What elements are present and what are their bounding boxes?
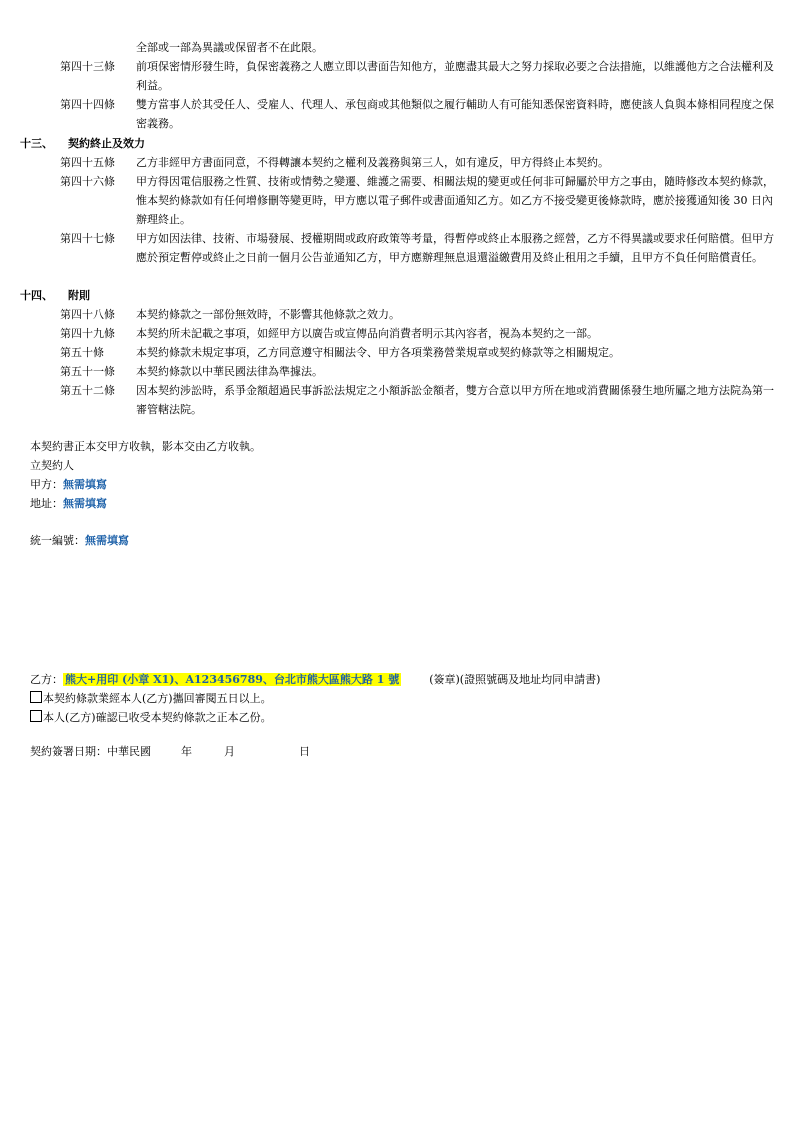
article-text: 甲方如因法律、技術、市場發展、授權期間或政府政策等考量，得暫停或終止本服務之經營，乙方不得異議或要求任何賠償。但甲方應於預定暫停或終止之日前一個月公告並通知乙方，甲方應辦理無息退還溢繳費用及終止租用之手續，且甲方不負任何賠償責任。 — [136, 232, 774, 264]
article-number: 第五十一條 — [60, 365, 115, 378]
article-47 — [60, 229, 780, 267]
continuation-text: 全部或一部為異議或保留者不在此限。 — [136, 41, 323, 54]
checkbox-label: 本契約條款業經本人(乙方)攜回審閱五日以上。 — [43, 692, 272, 705]
article-text: 本契約條款之一部份無效時，不影響其他條款之效力。 — [136, 308, 400, 321]
tax-id-line — [30, 531, 129, 550]
section-13-heading — [20, 134, 145, 153]
party-a-label: 甲方： — [30, 478, 63, 491]
article-text: 本契約條款未規定事項，乙方同意遵守相關法令、甲方各項業務營業規章或契約條款等之相關規定。 — [136, 346, 620, 359]
tax-id-value: 無需填寫 — [85, 534, 129, 547]
address-value: 無需填寫 — [63, 497, 107, 510]
article-45 — [60, 153, 780, 172]
checkbox-row-review — [30, 689, 272, 708]
article-number: 第四十九條 — [60, 327, 115, 340]
party-b-label: 乙方： — [30, 673, 63, 686]
party-b-value: 熊大+用印 (小章 X1)、A123456789、台北市熊大區熊大路 1 號 — [65, 673, 400, 686]
signature-note: (簽章)(證照號碼及地址均同申請書) — [429, 673, 601, 686]
section-number: 十四、 — [20, 289, 53, 302]
article-52 — [60, 381, 780, 419]
article-50 — [60, 343, 780, 362]
receipt-checkbox[interactable] — [30, 710, 42, 722]
section-14-heading — [20, 286, 90, 305]
date-month: 月 — [224, 745, 235, 758]
section-title: 契約終止及效力 — [68, 137, 145, 150]
article-text: 前項保密情形發生時，負保密義務之人應立即以書面告知他方，並應盡其最大之努力採取必要之合法措施，以維護他方之合法權利及利益。 — [136, 60, 774, 92]
article-text: 雙方當事人於其受任人、受雇人、代理人、承包商或其他類似之履行輔助人有可能知悉保密資料時，應使該人負與本條相同程度之保密義務。 — [136, 98, 774, 130]
article-number: 第四十七條 — [60, 232, 115, 245]
article-44 — [60, 95, 780, 133]
article-text: 甲方得因電信服務之性質、技術或情勢之變遷、維護之需要、相關法規的變更或任何非可歸屬於甲方之事由，隨時修改本契約條款，惟本契約條款如有任何增修刪等變更時，甲方應以電子郵件或書面通知乙方。如乙方不接受變更後條款時，應於接獲通知後 30 日內辦理終止。 — [136, 175, 774, 226]
copies-statement: 本契約書正本交甲方收執，影本交由乙方收執。 — [30, 440, 261, 453]
article-number: 第四十五條 — [60, 156, 115, 169]
article-43 — [60, 57, 780, 95]
article-49 — [60, 324, 780, 343]
party-a-value: 無需填寫 — [63, 478, 107, 491]
section-number: 十三、 — [20, 137, 53, 150]
article-number: 第四十四條 — [60, 98, 115, 111]
article-48 — [60, 305, 780, 324]
address-label: 地址： — [30, 497, 63, 510]
article-51 — [60, 362, 780, 381]
signing-date-label: 契約簽署日期：中華民國 — [30, 745, 151, 758]
checkbox-row-receipt — [30, 708, 272, 727]
article-number: 第五十二條 — [60, 384, 115, 397]
article-text: 本契約所未記載之事項，如經甲方以廣告或宣傳品向消費者明示其內容者，視為本契約之一部。 — [136, 327, 598, 340]
contracting-parties-label: 立契約人 — [30, 459, 74, 472]
checkbox-label: 本人(乙方)確認已收受本契約條款之正本乙份。 — [43, 711, 272, 724]
date-year: 年 — [181, 745, 192, 758]
signing-date-line — [30, 742, 310, 761]
party-b-line — [30, 670, 600, 689]
date-day: 日 — [299, 745, 310, 758]
address-line — [30, 494, 107, 513]
article-number: 第五十條 — [60, 346, 104, 359]
article-text: 本契約條款以中華民國法律為準據法。 — [136, 365, 323, 378]
review-checkbox[interactable] — [30, 691, 42, 703]
article-text: 因本契約涉訟時，系爭金額超過民事訴訟法規定之小額訴訟金額者，雙方合意以甲方所在地或消費關係發生地所屬之地方法院為第一審管轄法院。 — [136, 384, 774, 416]
article-text: 乙方非經甲方書面同意，不得轉讓本契約之權利及義務與第三人，如有違反，甲方得終止本契約。 — [136, 156, 609, 169]
article-number: 第四十六條 — [60, 175, 115, 188]
section-title: 附則 — [68, 289, 90, 302]
article-46 — [60, 172, 780, 229]
article-number: 第四十八條 — [60, 308, 115, 321]
tax-id-label: 統一編號： — [30, 534, 85, 547]
party-a-line — [30, 475, 107, 494]
article-number: 第四十三條 — [60, 60, 115, 73]
